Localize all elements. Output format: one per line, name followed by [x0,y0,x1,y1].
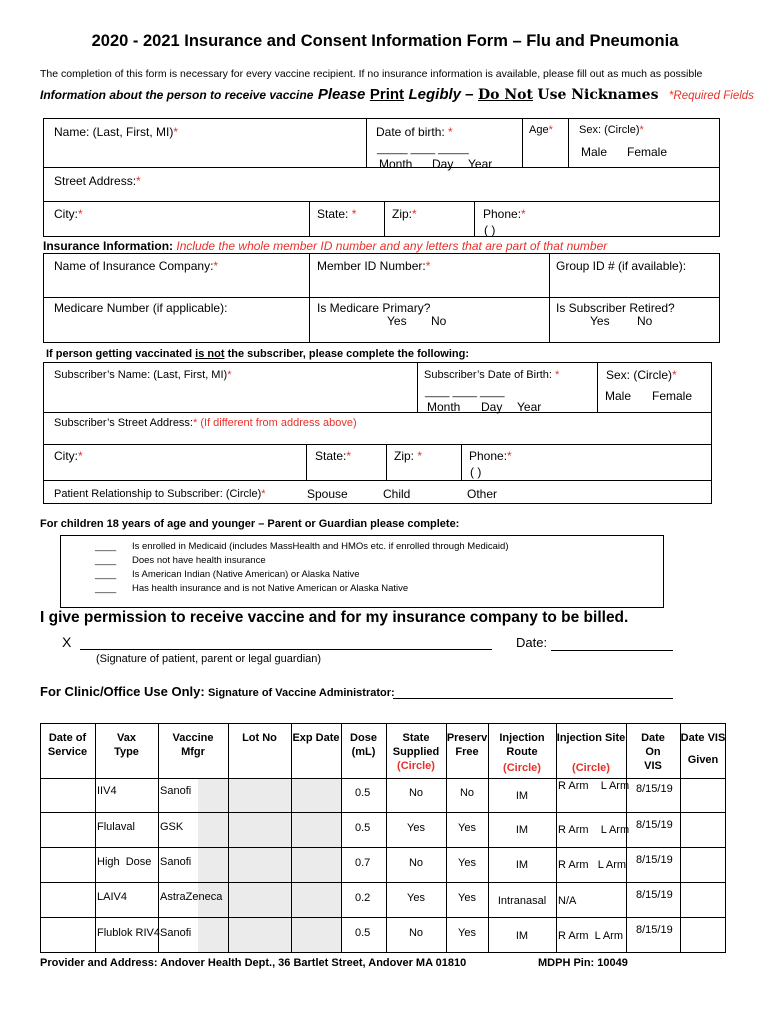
retired-yes[interactable]: Yes [590,314,610,328]
medicare-primary-no[interactable]: No [431,314,447,328]
subscriber-dob-label: Subscriber’s Date of Birth: * [424,369,560,381]
sex-female[interactable]: Female [627,145,668,159]
header-exp-date: Exp Date [292,732,340,744]
phone-label: Phone:* [483,207,526,221]
subscriber-sex-label: Sex: (Circle)* [606,368,677,382]
signature-x: X [62,634,72,650]
children-item: ____ Has health insurance and is not Native American or Alaska Native [95,583,409,594]
city-label: City:* [54,207,83,221]
subscriber-heading: If person getting vaccinated is not the subscriber, please complete the following: [46,348,470,360]
preserv-free-cell: Yes [458,857,476,869]
site-cell[interactable]: R Arm L Arm [558,780,630,792]
mfgr-cell: Sanofi [160,785,192,797]
children-heading: For children 18 years of age and younger – Parent or Guardian please complete: [40,518,460,530]
member-id-label: Member ID Number:* [317,259,431,273]
vax-type-cell: LAIV4 [97,891,127,903]
relationship-label: Patient Relationship to Subscriber: (Circle)* [54,488,266,500]
mdph-pin: MDPH Pin: 10049 [538,957,628,969]
route-cell[interactable]: IM [515,859,529,871]
subscriber-dob-year: Year [517,400,542,414]
insurance-heading: Insurance Information: Include the whole member ID number and any letters that are part of that number [43,239,608,253]
route-cell[interactable]: IM [515,824,529,836]
sex-label: Sex: (Circle)* [579,124,644,136]
dose-cell: 0.5 [355,927,371,939]
required-fields-note: *Required Fields [668,90,754,102]
state-supplied-cell[interactable]: No [408,927,424,939]
header-vaccine-mfgr: Vaccine Mfgr [172,732,214,758]
subscriber-dob-month: Month [427,400,461,414]
street-label: Street Address:* [54,174,141,188]
children-list [95,540,508,596]
header-date-on-vis: Date On VIS [641,732,665,772]
please-text: Please [317,86,366,103]
preserv-free-cell: No [459,787,475,799]
subscriber-sex-male[interactable]: Male [605,389,632,403]
route-cell[interactable]: IM [515,930,529,942]
relationship-other[interactable]: Other [467,487,498,501]
medicare-number-label: Medicare Number (if applicable): [54,301,228,315]
site-cell[interactable]: R Arm L Arm [558,930,623,942]
signature-line[interactable] [80,649,492,650]
state-supplied-cell[interactable]: No [408,787,424,799]
legibly-text: Legibly – [408,86,474,103]
vis-date-cell: 8/15/19 [636,854,673,866]
state-supplied-cell[interactable]: Yes [407,892,425,904]
mfgr-cell: AstraZeneca [160,891,223,903]
header-vax-type: Vax Type [114,732,139,758]
header-date-of-service: Date of Service [47,732,88,758]
vax-type-cell: IIV4 [97,785,117,797]
children-item: ____ Is enrolled in Medicaid (includes MassHealth and HMOs etc. if enrolled through Medicaid) [95,541,509,552]
state-label: State: * [317,207,357,221]
subscriber-phone-parens: ( ) [470,465,482,479]
intro-text: The completion of this form is necessary for every vaccine recipient. If no insurance information is available, please fill out as much as possible [40,68,703,80]
state-supplied-cell[interactable]: No [408,857,424,869]
vis-date-cell: 8/15/19 [636,889,673,901]
administrator-signature-line[interactable] [393,698,673,699]
sex-male[interactable]: Male [581,145,608,159]
consent-date-label: Date: [516,635,548,650]
subscriber-retired-label: Is Subscriber Retired? [556,301,675,315]
header-preserv-free: Preserv Free [446,732,488,758]
mfgr-cell: GSK [160,821,184,833]
insurance-company-label: Name of Insurance Company:* [54,259,219,273]
vax-type-cell: High Dose [97,856,152,868]
subscriber-city-label: City:* [54,449,83,463]
relationship-spouse[interactable]: Spouse [307,487,348,501]
dose-cell: 0.5 [355,787,371,799]
subscriber-sex-female[interactable]: Female [652,389,693,403]
dose-cell: 0.2 [355,892,371,904]
preserv-free-cell: Yes [458,822,476,834]
age-label: Age* [529,124,553,136]
person-heading [40,86,754,104]
phone-parens: ( ) [484,223,496,237]
dose-cell: 0.7 [355,857,371,869]
vis-date-cell: 8/15/19 [636,819,673,831]
subscriber-state-label: State:* [315,449,352,463]
preserv-free-cell: Yes [458,892,476,904]
consent-statement: I give permission to receive vaccine and for my insurance company to be billed. [40,609,629,626]
use-nicknames-text: Use Nicknames [537,87,659,103]
header-state-supplied: State Supplied (Circle) [392,732,440,772]
name-label: Name: (Last, First, MI)* [54,125,179,139]
state-supplied-cell[interactable]: Yes [407,822,425,834]
retired-no[interactable]: No [637,314,653,328]
site-cell[interactable]: N/A [558,895,577,907]
header-injection-site: Injection Site (Circle) [556,732,626,774]
subscriber-phone-label: Phone:* [469,449,512,463]
subscriber-zip-label: Zip: * [394,449,423,463]
group-id-label: Group ID # (if available): [556,259,687,273]
mfgr-cell: Sanofi [160,927,192,939]
do-not-text: Do Not [477,87,533,103]
header-injection-route: Injection Route (Circle) [499,732,545,774]
print-text: Print [369,86,405,103]
provider-address: Provider and Address: Andover Health Dept., 36 Bartlet Street, Andover MA 01810 [40,957,467,969]
site-cell[interactable]: R Arm L Arm [558,824,630,836]
children-item: ____ Does not have health insurance [95,555,266,566]
header-lot-no: Lot No [242,732,277,744]
form-title: 2020 - 2021 Insurance and Consent Information Form – Flu and Pneumonia [91,32,679,50]
dob-day: Day [432,157,454,171]
children-item: ____ Is American Indian (Native American) or Alaska Native [95,569,360,580]
mfgr-cell: Sanofi [160,856,192,868]
dose-cell: 0.5 [355,822,371,834]
vis-date-cell: 8/15/19 [636,783,673,795]
preserv-free-cell: Yes [458,927,476,939]
site-cell[interactable]: R Arm L Arm [558,859,627,871]
subscriber-street-label: Subscriber’s Street Address:* (If different from address above) [54,417,357,429]
header-dose: Dose (mL) [350,732,377,758]
vax-type-cell: Flulaval [97,821,135,833]
dob-label: Date of birth: * [376,125,453,139]
vax-type-cell: Flublok RIV4 [97,927,160,939]
clinic-use-label: For Clinic/Office Use Only: Signature of Vaccine Administrator: [40,684,395,699]
medicare-primary-yes[interactable]: Yes [387,314,407,328]
subscriber-name-label: Subscriber’s Name: (Last, First, MI)* [54,369,232,381]
consent-date-line[interactable] [551,650,673,651]
route-cell[interactable]: IM [515,790,529,802]
medicare-primary-label: Is Medicare Primary? [317,301,431,315]
vis-date-cell: 8/15/19 [636,924,673,936]
relationship-child[interactable]: Child [383,487,411,501]
subscriber-box [43,362,712,504]
person-heading-text: Information about the person to receive vaccine [40,88,314,102]
dob-year: Year [468,157,493,171]
dob-month: Month [379,157,413,171]
signature-caption: (Signature of patient, parent or legal guardian) [96,653,322,665]
dob-blanks: _____ ____ _____ [377,143,469,155]
route-cell[interactable]: Intranasal [497,895,547,907]
subscriber-dob-blanks: ____ ____ ____ [425,386,505,398]
subscriber-dob-day: Day [481,400,503,414]
header-date-vis-given: Date VIS Given [680,732,726,766]
zip-label: Zip:* [392,207,417,221]
